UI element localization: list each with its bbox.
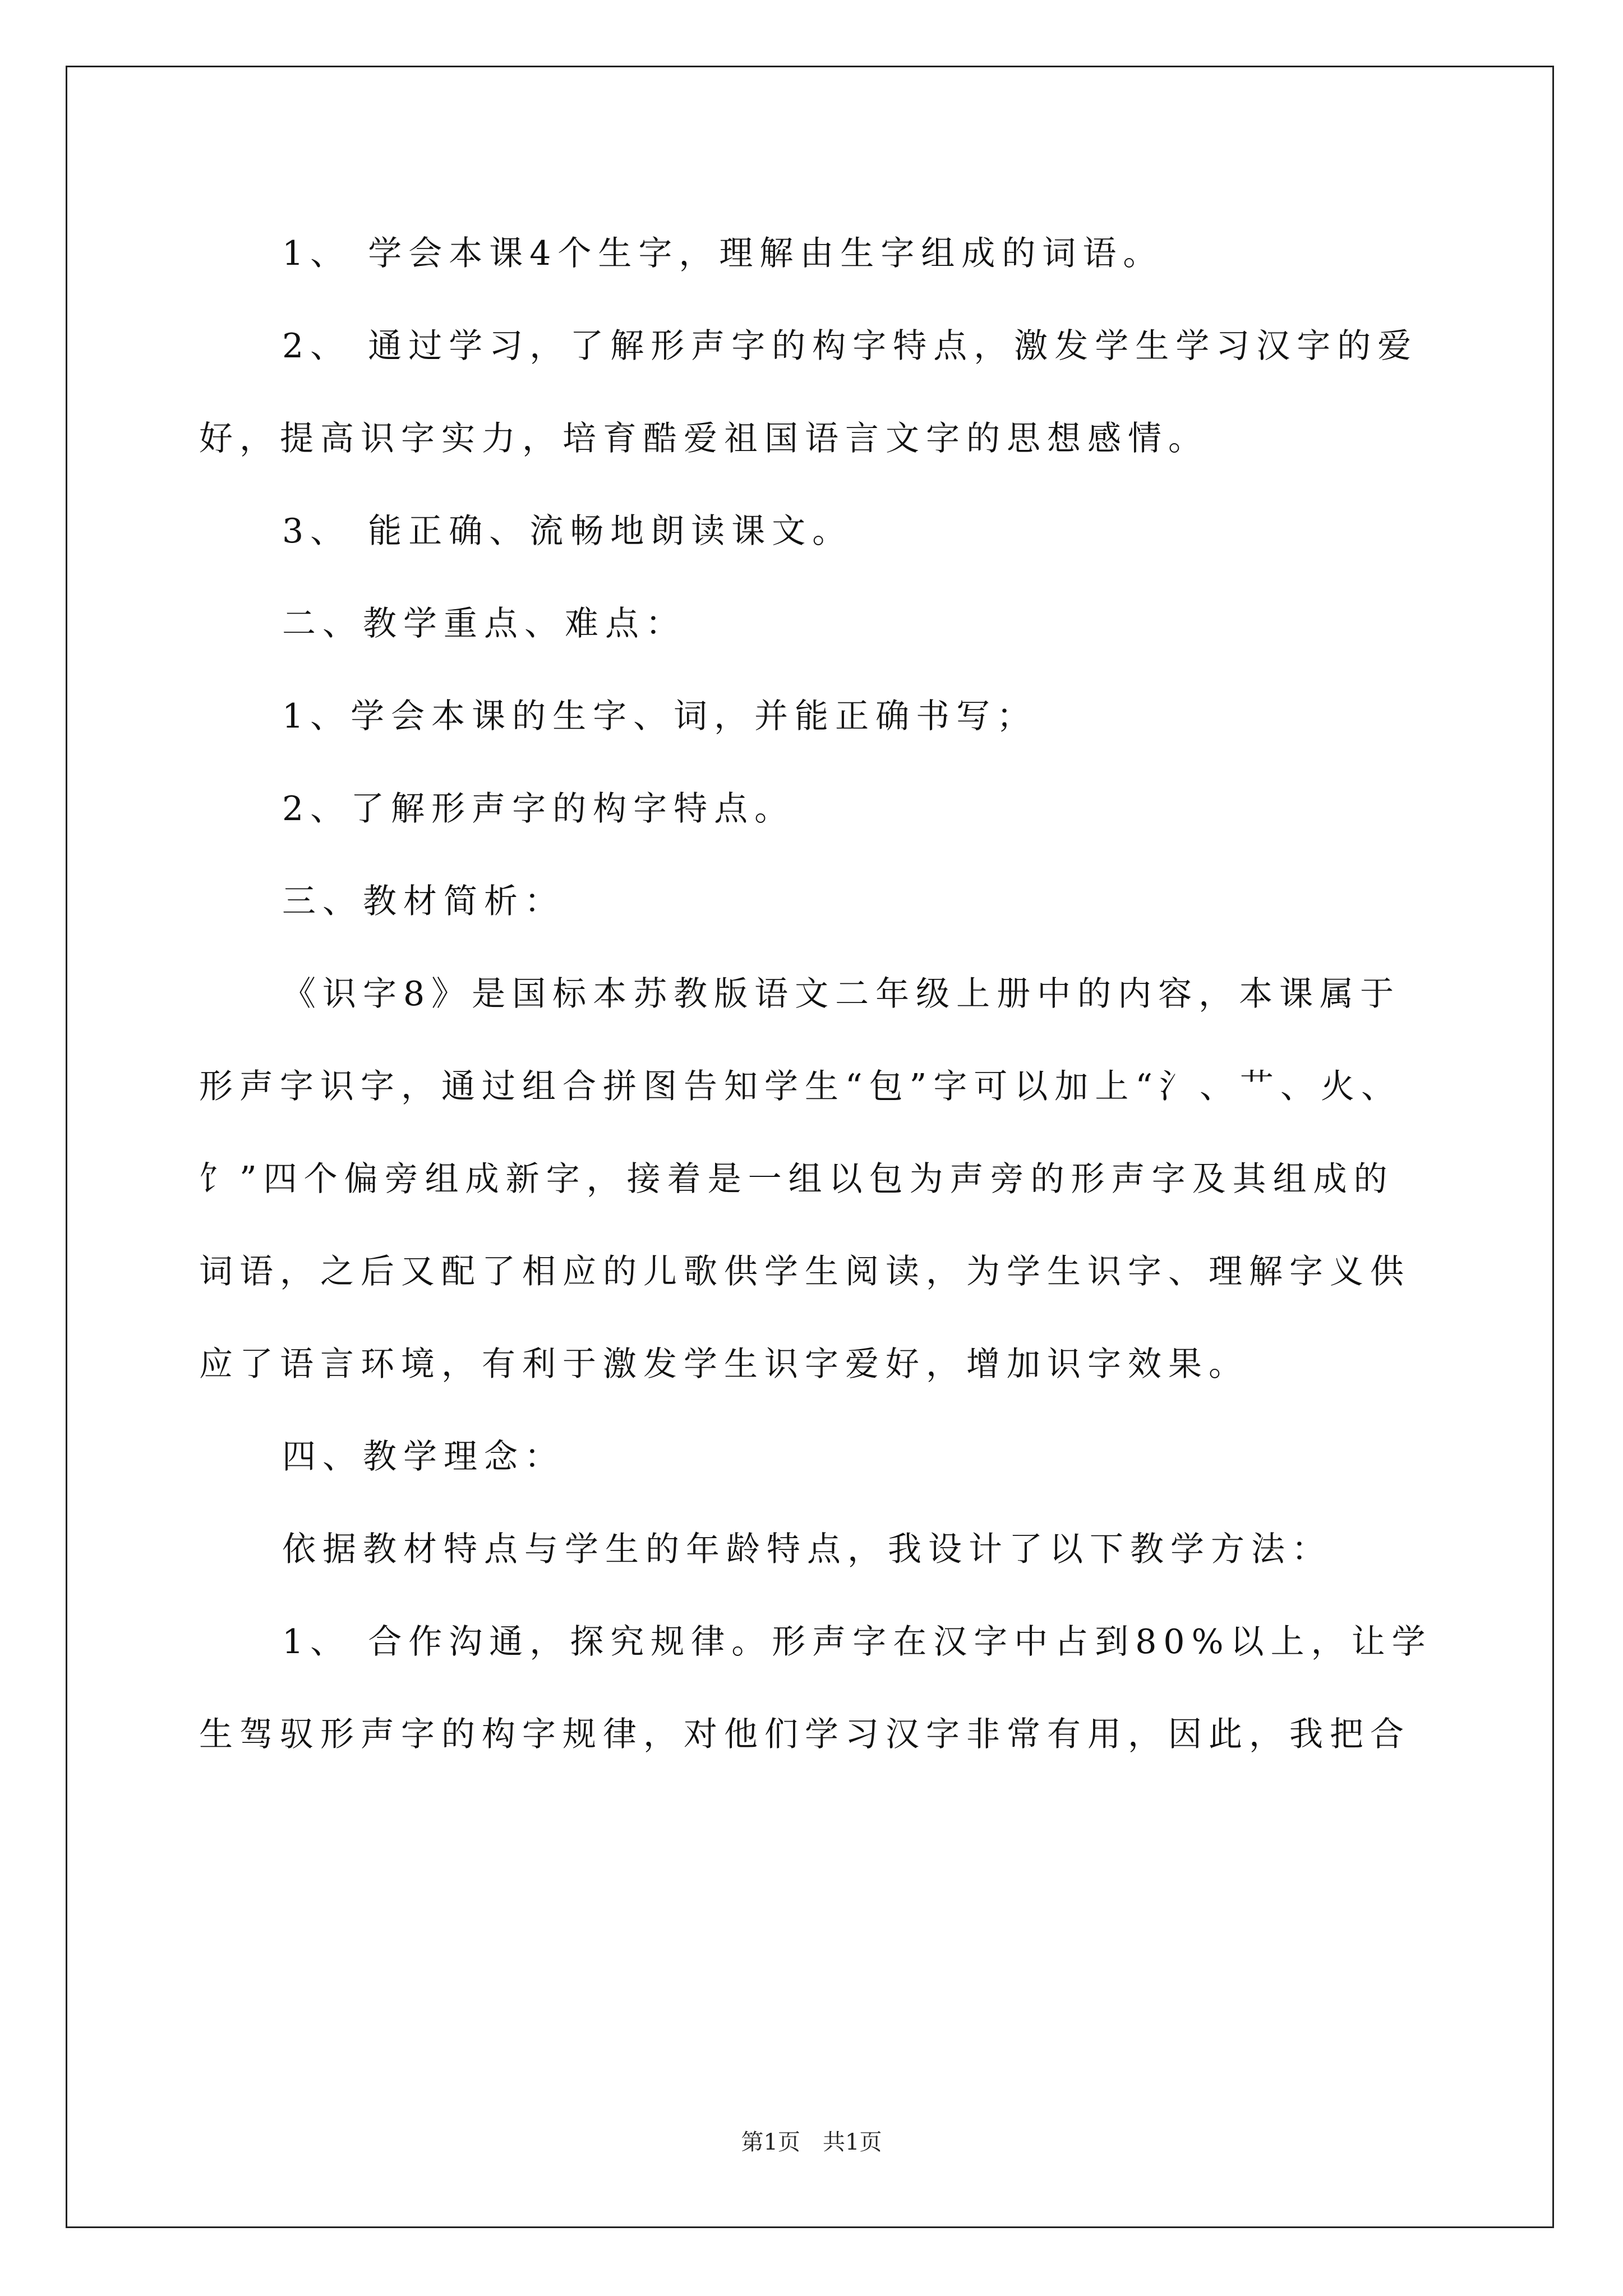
section-heading-material-analysis <box>199 855 1444 948</box>
text-line: 1、 学会本课4个生字，理解由生字组成的词语。 <box>282 234 1164 273</box>
paragraph-teaching-methods <box>199 1503 1444 1596</box>
document-body <box>199 208 1444 1781</box>
text-line: 生驾驭形声字的构字规律，对他们学习汉字非常有用，因此，我把合 <box>199 1715 1410 1754</box>
section-heading-key-points <box>199 578 1444 670</box>
paragraph-method-1 <box>199 1596 1444 1688</box>
text-line: 3、 能正确、流畅地朗读课文。 <box>282 512 853 551</box>
paragraph-goal-2 <box>199 300 1444 393</box>
page-number-footer: 第1页 共1页 <box>741 2129 882 2155</box>
paragraph-material-analysis-cont <box>199 1041 1444 1133</box>
paragraph-material-analysis-cont <box>199 1318 1444 1411</box>
text-line: 形声字识字，通过组合拼图告知学生“包”字可以加上“氵、艹、火、 <box>199 1067 1402 1106</box>
text-line: 依据教材特点与学生的年龄特点，我设计了以下教学方法： <box>282 1530 1332 1569</box>
paragraph-material-analysis-cont <box>199 1133 1444 1226</box>
paragraph-goal-2-cont <box>199 393 1444 485</box>
text-line: 好，提高识字实力，培育酷爱祖国语言文字的思想感情。 <box>199 419 1209 458</box>
text-line: 应了语言环境，有利于激发学生识字爱好，增加识字效果。 <box>199 1345 1249 1384</box>
text-line: 饣”四个偏旁组成新字，接着是一组以包为声旁的形声字及其组成的 <box>199 1159 1394 1199</box>
text-line: 四、教学理念： <box>282 1437 565 1476</box>
paragraph-method-1-cont <box>199 1688 1444 1781</box>
text-line: 1、学会本课的生字、词，并能正确书写； <box>282 697 1038 736</box>
paragraph-key-point-1 <box>199 670 1444 763</box>
text-line: 2、了解形声字的构字特点。 <box>282 789 795 829</box>
paragraph-goal-1 <box>199 208 1444 300</box>
paragraph-material-analysis <box>199 948 1444 1041</box>
text-line: 三、教材简析： <box>282 882 565 921</box>
text-line: 1、 合作沟通，探究规律。形声字在汉字中占到80%以上，让学 <box>282 1622 1432 1662</box>
text-line: 《识字8》是国标本苏教版语文二年级上册中的内容，本课属于 <box>282 974 1401 1014</box>
section-heading-teaching-philosophy <box>199 1411 1444 1503</box>
text-line: 二、教学重点、难点： <box>282 604 686 643</box>
text-line: 词语，之后又配了相应的儿歌供学生阅读，为学生识字、理解字义供 <box>199 1252 1410 1291</box>
text-line: 2、 通过学习，了解形声字的构字特点，激发学生学习汉字的爱 <box>282 326 1418 366</box>
paragraph-goal-3 <box>199 485 1444 578</box>
paragraph-key-point-2 <box>199 763 1444 855</box>
paragraph-material-analysis-cont <box>199 1226 1444 1318</box>
